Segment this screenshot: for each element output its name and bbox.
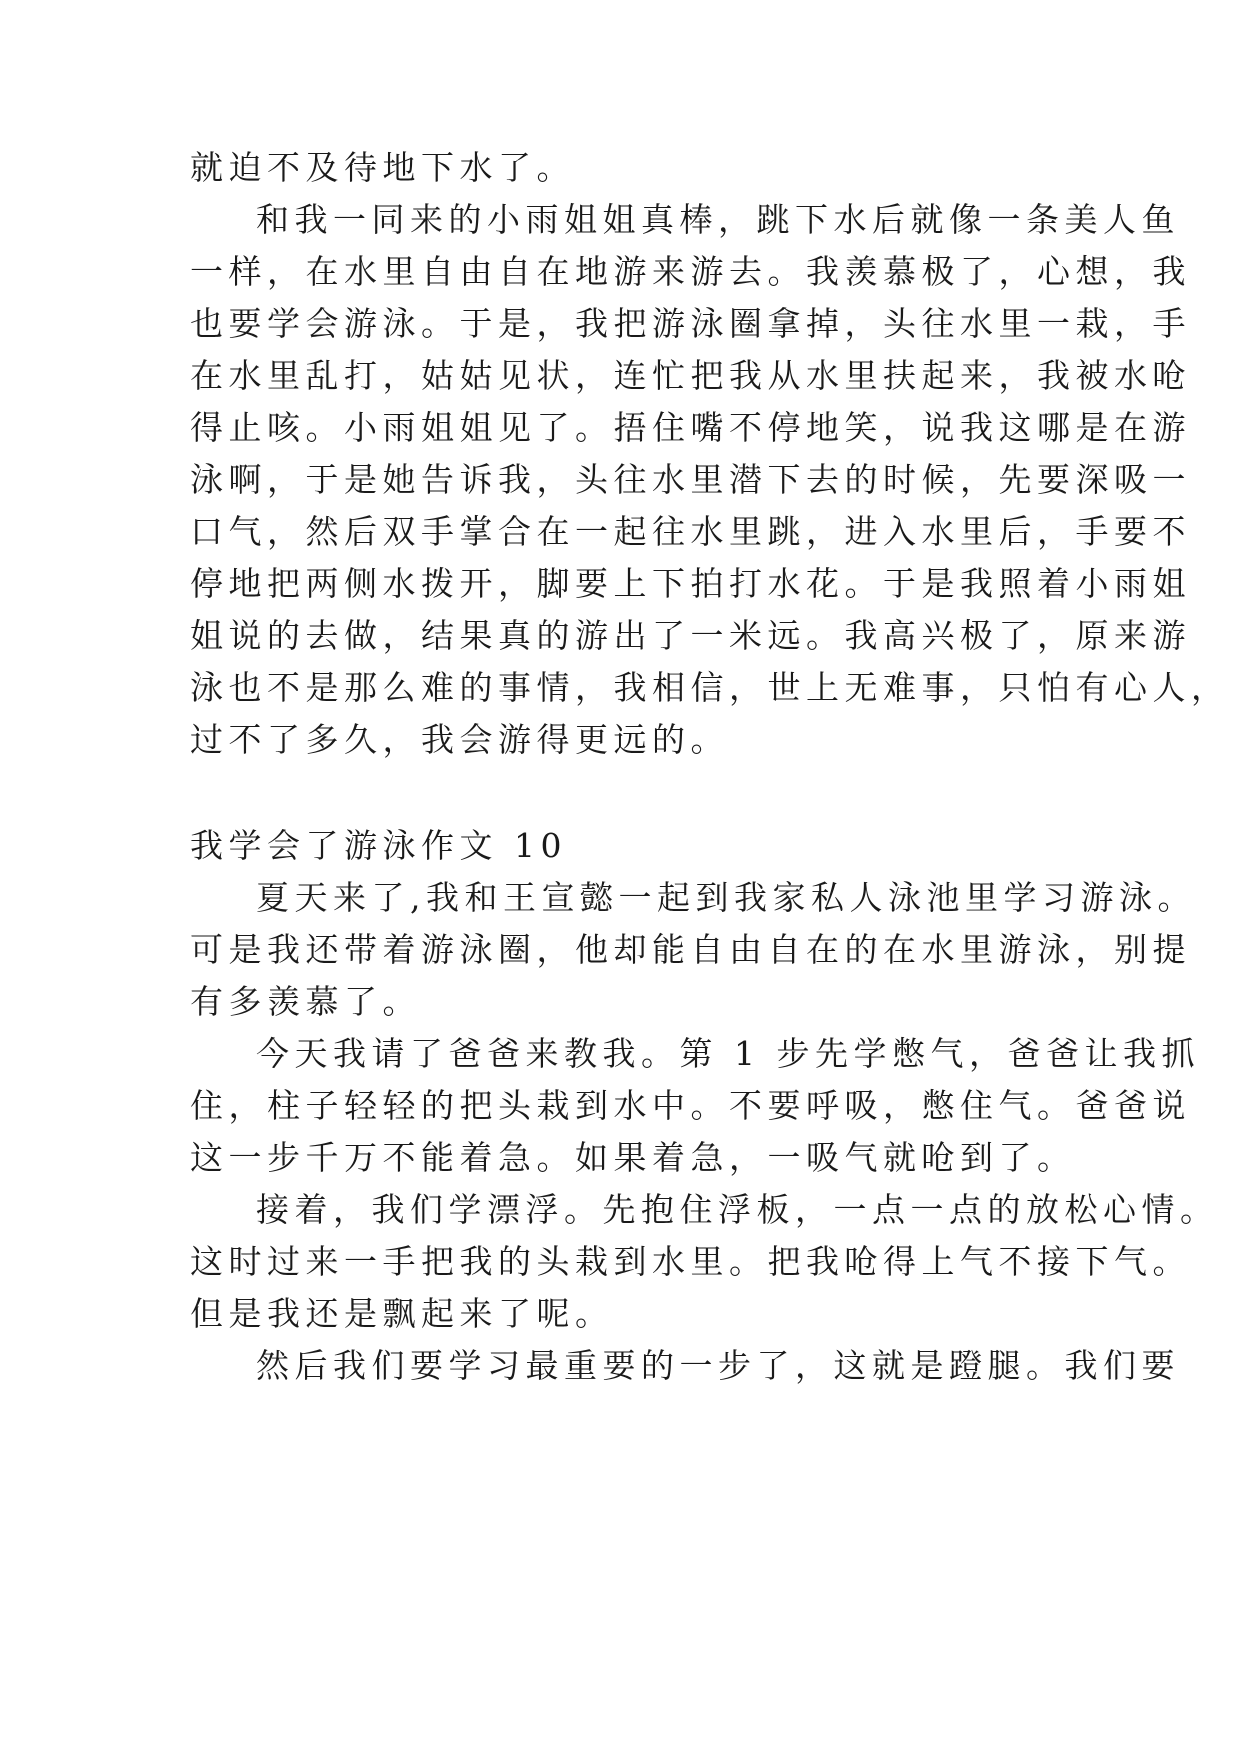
paragraph-line: 夏天来了,我和王宣懿一起到我家私人泳池里学习游泳。 bbox=[256, 878, 1196, 917]
paragraph-line: 也要学会游泳。于是，我把游泳圈拿掉，头往水里一栽，手 bbox=[190, 304, 1191, 343]
paragraph-line: 停地把两侧水拨开，脚要上下拍打水花。于是我照着小雨姐 bbox=[190, 564, 1191, 603]
paragraph-line: 就迫不及待地下水了。 bbox=[190, 148, 575, 187]
paragraph-line: 一样，在水里自由自在地游来游去。我羡慕极了，心想，我 bbox=[190, 252, 1191, 291]
paragraph-line: 这时过来一手把我的头栽到水里。把我呛得上气不接下气。 bbox=[190, 1242, 1191, 1281]
paragraph-line: 过不了多久，我会游得更远的。 bbox=[190, 720, 729, 759]
paragraph-line: 和我一同来的小雨姐姐真棒，跳下水后就像一条美人鱼 bbox=[256, 200, 1180, 239]
paragraph-line: 这一步千万不能着急。如果着急，一吸气就呛到了。 bbox=[190, 1138, 1076, 1177]
paragraph-line: 可是我还带着游泳圈，他却能自由自在的在水里游泳，别提 bbox=[190, 930, 1191, 969]
section-heading: 我学会了游泳作文 10 bbox=[190, 826, 567, 865]
paragraph-line: 姐说的去做，结果真的游出了一米远。我高兴极了，原来游 bbox=[190, 616, 1191, 655]
paragraph-line: 接着，我们学漂浮。先抱住浮板，一点一点的放松心情。 bbox=[256, 1190, 1219, 1229]
paragraph-line: 泳也不是那么难的事情，我相信，世上无难事，只怕有心人， bbox=[190, 668, 1230, 707]
paragraph-line: 然后我们要学习最重要的一步了，这就是蹬腿。我们要 bbox=[256, 1346, 1180, 1385]
paragraph-line: 得止咳。小雨姐姐见了。捂住嘴不停地笑，说我这哪是在游 bbox=[190, 408, 1191, 447]
paragraph-line: 今天我请了爸爸来教我。第 1 步先学憋气，爸爸让我抓 bbox=[256, 1034, 1200, 1073]
paragraph-line: 但是我还是飘起来了呢。 bbox=[190, 1294, 614, 1333]
paragraph-line: 泳啊，于是她告诉我，头往水里潜下去的时候，先要深吸一 bbox=[190, 460, 1191, 499]
paragraph-line: 住，柱子轻轻的把头栽到水中。不要呼吸，憋住气。爸爸说 bbox=[190, 1086, 1191, 1125]
paragraph-line: 口气，然后双手掌合在一起往水里跳，进入水里后，手要不 bbox=[190, 512, 1191, 551]
paragraph-line: 在水里乱打，姑姑见状，连忙把我从水里扶起来，我被水呛 bbox=[190, 356, 1191, 395]
paragraph-line: 有多羡慕了。 bbox=[190, 982, 421, 1021]
